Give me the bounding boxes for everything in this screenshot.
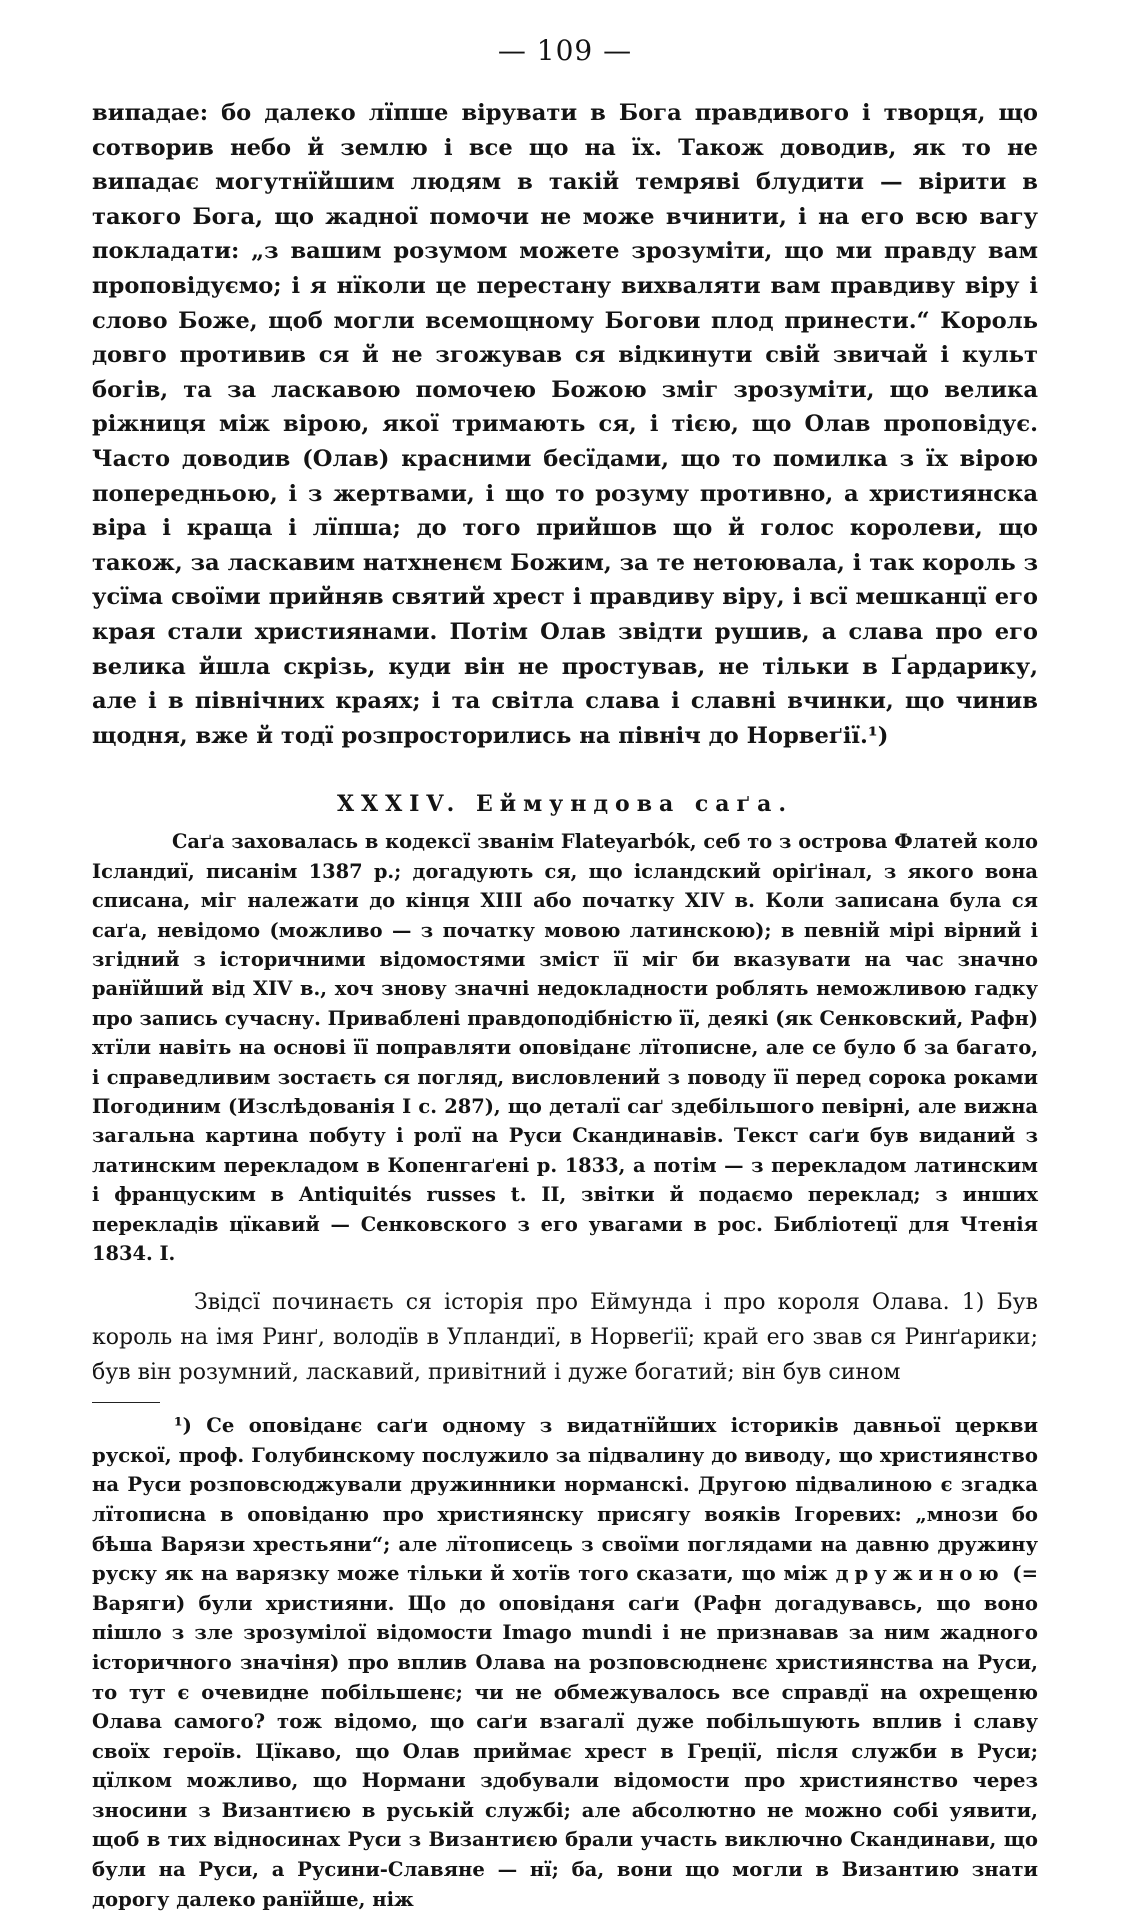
footnote-rule (92, 1402, 160, 1403)
footnote-text-part-1: ¹) Се оповіданє саґи одному з видатнїйших істориків давньої церкви рускої, проф. Голубинскому послужило за підвалину до виводу, що християнство на Руси розповсюджували дружинники норманскі. Другою підвалиною є згадка лїтописна в оповіданю про християнску присягу вояків Ігоревих: „мнози бо бѣша Варязи хрестьяни“; але лїтописець з своїми поглядами на давню дружину руску як на варязку може тільки й хотїв того сказати, що між (92, 1414, 1038, 1586)
narrative-paragraph: випадае: бо далеко лїпше вірувати в Бога правдивого і творця, що сотворив небо й землю і все що на їх. Також доводив, як то не випадає могутнїйшим людям в такій темряві блудити — вірити в такого Бога, що жадної помочи не може вчинити, і на его всю вагу покладати: „з вашим розумом можете зрозуміти, що ми правду вам проповідуємо; і я нїколи це перестану вихваляти вам правдиву віру і слово Боже, щоб могли всемощному Богови плод принести.“ Король довго противив ся й не згожував ся відкинути свій звичай і культ богів, та за ласкавою помочею Божою зміг зрозуміти, що велика ріжниця між вірою, якої тримають ся, і тією, що Олав проповідує. Часто доводив (Олав) красними бесїдами, що то помилка з їх вірою попередньою, і з жертвами, і що то розуму противно, а християнска віра і краща і лїпша; до того прийшов що й голос королеви, що також, за ласкавим натхненєм Божим, за те нетоювала, і так король з усїма своїми прийняв святий хрест і правдиву віру, і всї мешканцї его края стали християнами. Потім Олав звідти рушив, а слава про его велика йшла скрізь, куди він не простував, не тільки в Ґардарику, але і в північних краях; і та світла слава і славні вчинки, що чинив щодня, вже й тодї розпросторились на північ до Норвеґії.¹) (92, 100, 1038, 749)
section-heading: XXXIV. Еймундова саґа. (336, 791, 794, 818)
saga-paragraph: Звідсї починаєть ся історія про Еймунда і про короля Олава. 1) Був король на імя Ринґ, володїв в Упландиї, в Норвеґії; край его звав ся Ринґарики; був він розумний, ласкавий, привітний і дуже богатий; він був сином (92, 1290, 1038, 1385)
intro-paragraph: Саґа заховалась в кодексї званім Flateyarbók, себ то з острова Флатей коло Ісландиї, писанім 1387 р.; догадують ся, що ісландский оріґінал, з якого вона списана, міг належати до кінця XIII або початку XIV в. Коли записана була ся саґа, невідомо (можливо — з початку мовою латинскою); в певній мірі вірний і згідний з історичними відомостями зміст її міг би вказувати на час значно ранїйший від XIV в., хоч знову значні недокладности роблять неможливою гадку про запись сучасну. Приваблені правдоподібністю її, деякі (як Сенковский, Рафн) хтїли навіть на основі її поправляти оповіданє лїтописне, але се було б за багато, і справедливим зостаєть ся погляд, висловлений з поводу її перед сорока роками Погодиним (Изслѣдованія I с. 287), що деталї саґ здебільшого певірні, але вижна загальна картина побуту і ролї на Руси Скандинавів. Текст саґи був виданий з латинским перекладом в Копенгаґені р. 1833, а потім — з перекладом латинским і француским в Antiquités russes t. II, звітки й подаємо переклад; з инших перекладів цїкавий — Сенковского з его увагами в рос. Библіотецї для Чтенія 1834. I. (92, 830, 1038, 1265)
footnote-text-part-2: (= Варяги) були християни. Що до оповіданя саґи (Рафн догадувавсь, що воно пішло з зле зрозумілої відомости Imago mundi і не признавав за ним жадного історичного значіня) про вплив Олава на розповсюдненє християнства на Руси, то тут є очевидне побільшенє; чи не обмежувалось все справдї на охрещеню Олава самого? тож відомо, що саґи взагалї дуже побільшують вплив і славу своїх героїв. Цїкаво, що Олав приймає хрест в Греції, після служби в Руси; цїлком можливо, що Нормани здобували відомости про християнство через зносини з Византиєю в руській службі; але абсолютно не можно собі уявити, щоб в тих відносинах Руси з Византиєю брали участь виключно Скандинави, що були на Руси, а Русини-Славяне — нї; ба, вони що могли в Византию знати дорогу далеко ранїйше, ніж (92, 1562, 1038, 1911)
footnote-paragraph (92, 1411, 1038, 1914)
continued-narrative (92, 96, 1038, 753)
saga-text (92, 1286, 1038, 1390)
page-number: — 109 — (497, 34, 633, 67)
footnote-spaced-word: дружиною (835, 1562, 1005, 1586)
footnote (92, 1411, 1038, 1914)
saga-introduction (92, 827, 1038, 1268)
